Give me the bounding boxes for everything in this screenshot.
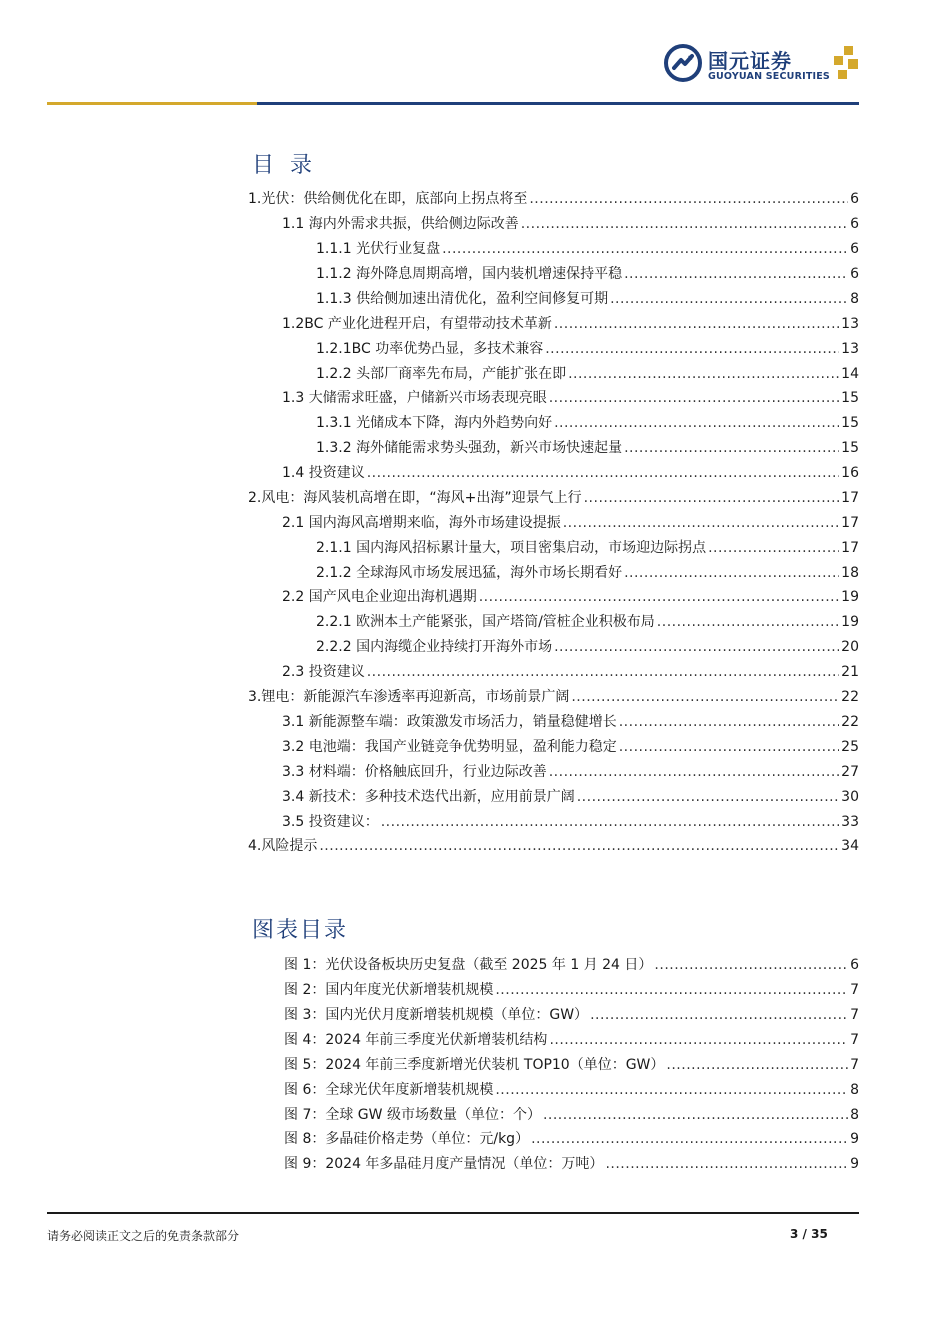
toc-heading: 目录	[252, 153, 329, 178]
toc-entry[interactable]: 2.1.1 国内海风招标累计量大，项目密集启动，市场迎边际拐点 ..... 17	[316, 536, 859, 558]
toc-entry[interactable]: 2.3 投资建议 ..... 21	[282, 660, 859, 682]
toc-entry[interactable]: 2.1 国内海风高增期来临，海外市场建设提振 ..... 17	[282, 511, 859, 533]
header-divider	[47, 102, 859, 105]
toc-entry[interactable]: 2.风电：海风装机高增在即，“海风+出海”迎景气上行 ..... 17	[248, 486, 859, 508]
toc-entry[interactable]: 3.2 电池端：我国产业链竞争优势明显，盈利能力稳定 ..... 25	[282, 735, 859, 757]
figure-entry[interactable]: 图 4：2024 年前三季度光伏新增装机结构 ..... 7	[284, 1028, 859, 1050]
figure-entry[interactable]: 图 8：多晶硅价格走势（单位：元/kg） ..... 9	[284, 1127, 859, 1149]
toc-entry[interactable]: 2.2.2 国内海缆企业持续打开海外市场 ..... 20	[316, 635, 859, 657]
company-logo	[664, 44, 864, 88]
toc-entry[interactable]: 1.4 投资建议 ..... 16	[282, 461, 859, 483]
toc-entry[interactable]: 2.2 国产风电企业迎出海机遇期 ..... 19	[282, 585, 859, 607]
toc-entry[interactable]: 1.1.3 供给侧加速出清优化，盈利空间修复可期 ..... 8	[316, 287, 859, 309]
page-header	[0, 0, 950, 110]
toc-entry[interactable]: 1.1.1 光伏行业复盘 ..... 6	[316, 237, 859, 259]
figure-entry[interactable]: 图 3：国内光伏月度新增装机规模（单位：GW） ..... 7	[284, 1003, 859, 1025]
toc-entry[interactable]: 1.3 大储需求旺盛，户储新兴市场表现亮眼 ..... 15	[282, 386, 859, 408]
toc-entry[interactable]: 3.锂电：新能源汽车渗透率再迎新高，市场前景广阔 ..... 22	[248, 685, 859, 707]
toc-entry[interactable]: 1.3.2 海外储能需求势头强劲，新兴市场快速起量 ..... 15	[316, 436, 859, 458]
toc-entry[interactable]: 4.风险提示 ..... 34	[248, 834, 859, 856]
figure-list-heading: 图表目录	[252, 918, 349, 943]
footer-disclaimer: 请务必阅读正文之后的免责条款部分	[47, 1229, 240, 1243]
figure-entry[interactable]: 图 9：2024 年多晶硅月度产量情况（单位：万吨） ..... 9	[284, 1152, 859, 1174]
logo-decoration-icon	[828, 46, 860, 80]
toc-entry[interactable]: 1.光伏：供给侧优化在即，底部向上拐点将至 ..... 6	[248, 187, 859, 209]
toc-entry[interactable]: 1.2.2 头部厂商率先布局，产能扩张在即 ..... 14	[316, 362, 859, 384]
toc-entry[interactable]: 1.2BC 产业化进程开启，有望带动技术革新 ..... 13	[282, 312, 859, 334]
toc-entry[interactable]: 1.2.1BC 功率优势凸显，多技术兼容 ..... 13	[316, 337, 859, 359]
toc-entry[interactable]: 1.1.2 海外降息周期高增，国内装机增速保持平稳 ..... 6	[316, 262, 859, 284]
toc-entry[interactable]: 3.5 投资建议： ..... 33	[282, 810, 859, 832]
toc-entry[interactable]: 2.1.2 全球海风市场发展迅猛，海外市场长期看好 ..... 18	[316, 561, 859, 583]
footer-divider	[47, 1212, 859, 1214]
figure-entry[interactable]: 图 6：全球光伏年度新增装机规模 ..... 8	[284, 1078, 859, 1100]
page-number: 3 / 35	[790, 1227, 828, 1241]
toc-entry[interactable]: 3.1 新能源整车端：政策激发市场活力，销量稳健增长 ..... 22	[282, 710, 859, 732]
figure-entry[interactable]: 图 7：全球 GW 级市场数量（单位：个） ..... 8	[284, 1103, 859, 1125]
toc-entry[interactable]: 1.1 海内外需求共振，供给侧边际改善 ..... 6	[282, 212, 859, 234]
toc-entry[interactable]: 2.2.1 欧洲本土产能紧张，国产塔筒/管桩企业积极布局 ..... 19	[316, 610, 859, 632]
toc-entry[interactable]: 3.4 新技术：多种技术迭代出新，应用前景广阔 ..... 30	[282, 785, 859, 807]
logo-chinese-name: 国元证券	[708, 49, 792, 73]
guoyuan-logo-icon	[664, 44, 702, 82]
figure-entry[interactable]: 图 2：国内年度光伏新增装机规模 ..... 7	[284, 978, 859, 1000]
figure-entry[interactable]: 图 1：光伏设备板块历史复盘（截至 2025 年 1 月 24 日） ..... 6	[284, 953, 859, 975]
logo-english-name: GUOYUAN SECURITIES	[708, 71, 830, 82]
toc-entry[interactable]: 3.3 材料端：价格触底回升，行业边际改善 ..... 27	[282, 760, 859, 782]
figure-entry[interactable]: 图 5：2024 年前三季度新增光伏装机 TOP10（单位：GW） ..... 7	[284, 1053, 859, 1075]
toc-entry[interactable]: 1.3.1 光储成本下降，海内外趋势向好 ..... 15	[316, 411, 859, 433]
